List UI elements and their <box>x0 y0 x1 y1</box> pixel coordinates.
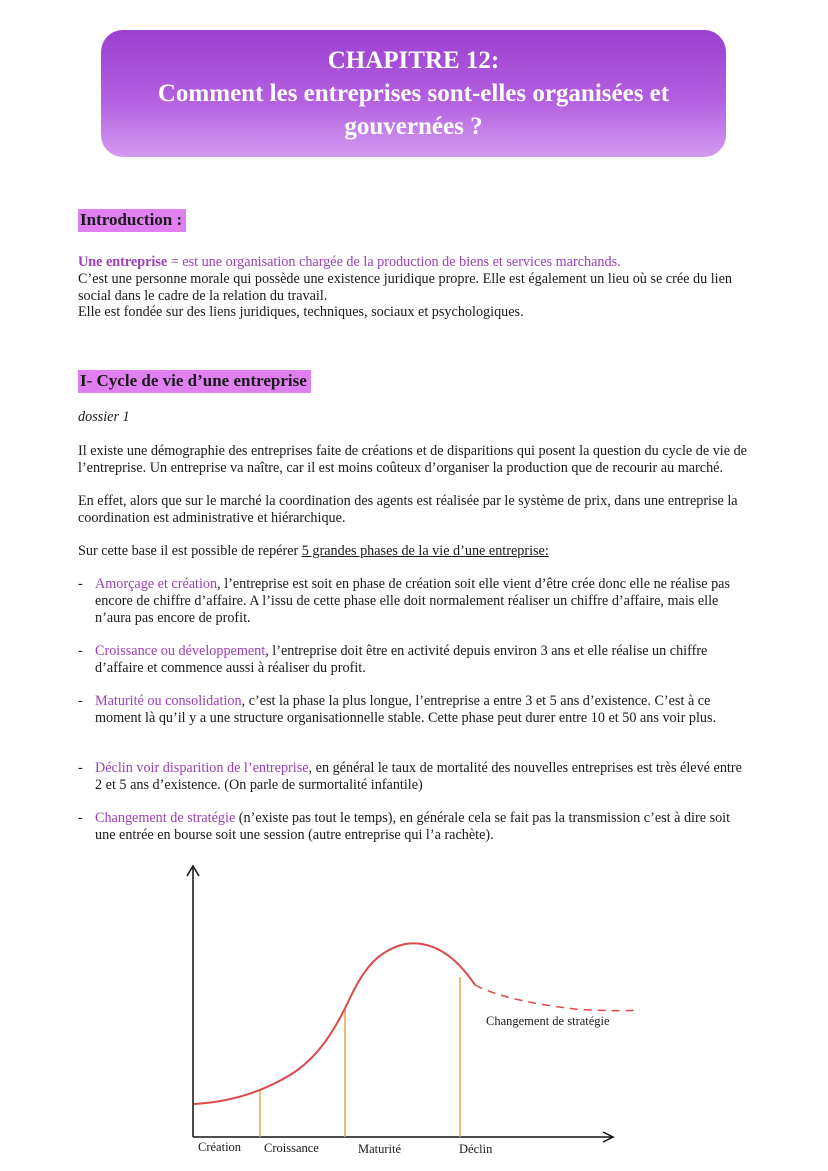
lifecycle-curve <box>194 943 475 1104</box>
bullet-term: Amorçage et création <box>95 576 218 592</box>
phases-intro-text: Sur cette base il est possible de repérer <box>78 543 302 559</box>
bullet-term: Déclin voir disparition de l’entreprise <box>95 760 309 776</box>
introduction-definition <box>78 254 758 271</box>
phases-intro-underlined: 5 grandes phases de la vie d’une entreprise: <box>301 543 549 559</box>
list-item <box>78 810 748 844</box>
dossier-label: dossier 1 <box>78 409 130 425</box>
definition-text: = est une organisation chargée de la production de biens et services marchands. <box>167 254 621 270</box>
label-creation: Création <box>198 1140 242 1154</box>
y-axis-arrow <box>187 866 199 876</box>
bullet-dash: - <box>78 643 83 659</box>
chapter-title-line1: Comment les entreprises sont-elles organisées et <box>157 80 670 107</box>
definition-term: Une entreprise <box>78 254 168 270</box>
list-item <box>78 760 748 794</box>
section-1-paragraph-1: Il existe une démographie des entreprises faite de créations et de disparitions qui posent la question du cycle de vie de l’entreprise. Un entreprise va naître, car il est moins coûteux d’organiser la production que de recourir au marché. <box>78 443 747 476</box>
label-maturite: Maturité <box>358 1142 402 1156</box>
label-changement: Changement de stratégie <box>486 1014 610 1028</box>
introduction-heading: Introduction : <box>78 209 186 232</box>
introduction-paragraph-1: C’est une personne morale qui possède une existence juridique propre. Elle est également un lieu où se crée du lien social dans le cadre de la relation du travail. <box>78 271 732 304</box>
bullet-dash: - <box>78 760 83 776</box>
chapter-title-box <box>101 30 726 157</box>
bullet-dash: - <box>78 810 83 826</box>
bullet-term: Croissance ou développement <box>95 643 266 659</box>
list-item <box>78 693 748 727</box>
bullet-text: , l’entreprise doit être en activité depuis environ 3 ans et elle réalise un chiffre d’affaire et commence aussi à réaliser du profit. <box>95 643 708 676</box>
chapter-number: CHAPITRE 12: <box>327 47 500 74</box>
x-axis-arrow <box>603 1132 613 1142</box>
label-declin: Déclin <box>459 1142 493 1156</box>
list-item <box>78 576 748 627</box>
bullet-text: , en général le taux de mortalité des nouvelles entreprises est très élevé entre 2 et 5 ans d’existence. (On parle de surmortalité infantile) <box>95 760 742 793</box>
section-1-paragraph-2: En effet, alors que sur le marché la coordination des agents est réalisée par le système de prix, dans une entreprise la coordination est administrative et hiérarchique. <box>78 493 738 526</box>
phases-intro <box>78 543 758 560</box>
bullet-dash: - <box>78 693 83 709</box>
bullet-text: , c’est la phase la plus longue, l’entreprise a entre 3 et 5 ans d’existence. C’est à ce moment là qu’il y a une structure organisationnelle stable. Cette phase peut durer entre 10 et 50 ans voir plus. <box>95 693 717 726</box>
bullet-dash: - <box>78 576 83 592</box>
label-croissance: Croissance <box>264 1141 319 1155</box>
bullet-term: Changement de stratégie <box>95 810 236 826</box>
bullet-term: Maturité ou consolidation <box>95 693 242 709</box>
chapter-title-line2: gouvernées ? <box>344 113 483 140</box>
bullet-text: , l’entreprise est soit en phase de création soit elle vient d’être crée donc elle ne réalise pas encore de chiffre d’affaire. A l’issu de cette phase elle doit normalement réaliser un chiffre d’affaire, mais elle n’aura pas encore de profit. <box>95 576 730 626</box>
strategy-dashed-curve <box>475 985 640 1011</box>
bullet-text: (n’existe pas tout le temps), en générale cela se fait pas la transmission c’est à dire soit une entrée en bourse soit une session (autre entreprise qui l’a rachète). <box>95 810 731 843</box>
section-1-heading: I- Cycle de vie d’une entreprise <box>78 370 311 393</box>
list-item <box>78 643 748 677</box>
introduction-paragraph-2: Elle est fondée sur des liens juridiques, techniques, sociaux et psychologiques. <box>78 304 524 320</box>
